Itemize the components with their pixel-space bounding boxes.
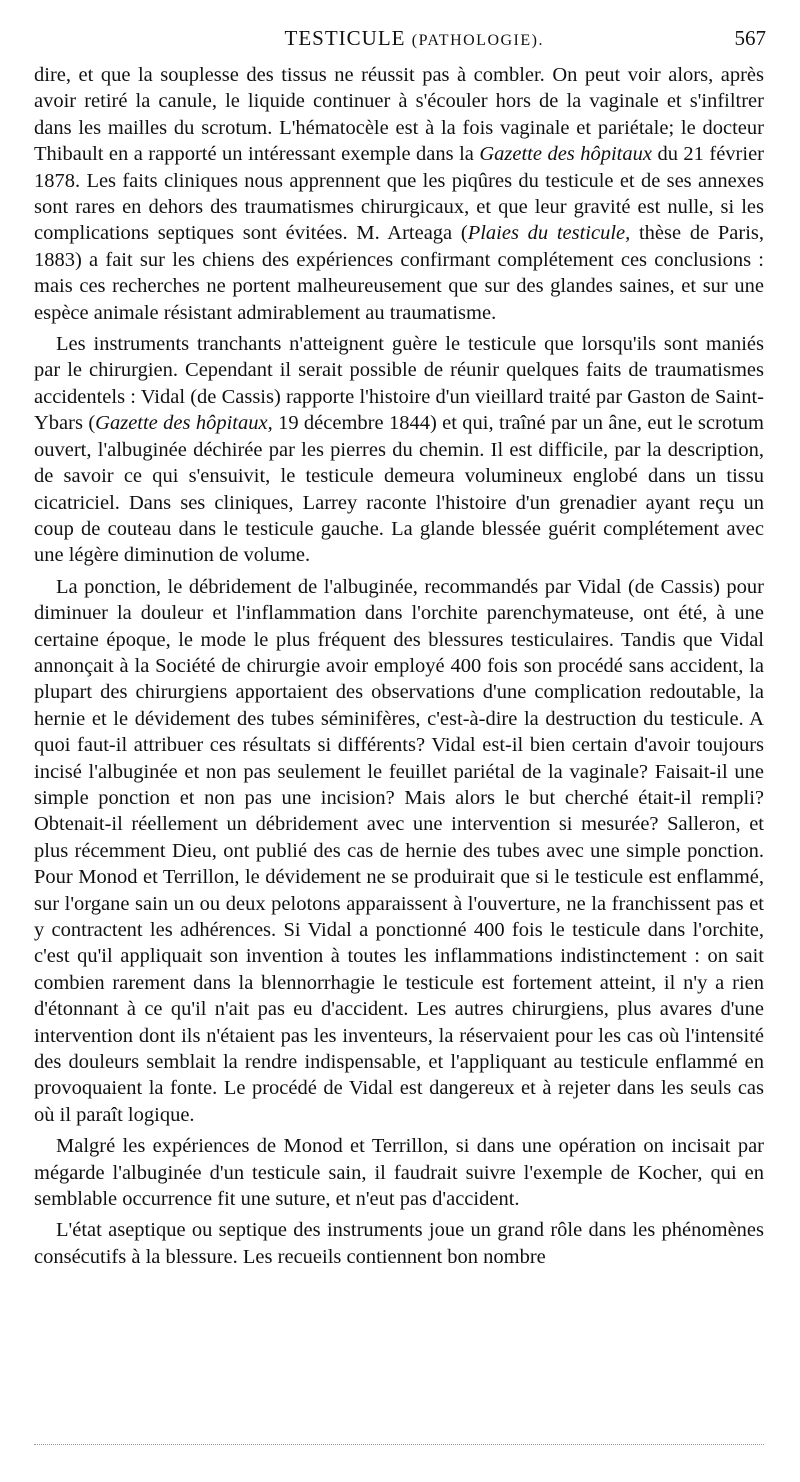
paragraph — [34, 574, 764, 1129]
text-run: dire, et que la souplesse des tissus ne réussit pas à combler. On peut voir alors, après avoir retiré la canule, le liquide continuer à s'écouler hors de la vaginale et s'infiltrer dans les mailles du scrotum. L'hématocèle est à la fois vaginale et pariétale; le docteur Thibault en a rapporté un intéressant exemple dans la — [34, 64, 764, 166]
running-title — [285, 26, 544, 51]
text-run: Malgré les expériences de Monod et Terrillon, si dans une opération on incisait par mégarde l'albuginée d'un testicule sain, il faudrait suivre l'exemple de Kocher, qui en semblable occurrence fit une suture, et n'eut pas d'accident. — [34, 1135, 764, 1211]
text-run: 19 décembre 1844) et qui, traîné par un âne, eut le scrotum ouvert, l'albuginée déchirée par les pierres du chemin. Il est difficile, par la description, de savoir ce qui s'ensuivit, le testicule demeura volumineux englobé dans un tissu cicatriciel. Dans ses cliniques, Larrey raconte l'histoire d'un grenadier ayant reçu un coup de couteau dans le testicule gauche. La glande blessée guérit complétement avec une légère diminution de volume. — [34, 412, 764, 567]
text-run: thèse de Paris, 1883) a fait sur les chiens des expériences confirmant complétement ces conclusions : mais ces recherches ne portent malheureusement que sur des glandes saines, et sur une espèce animale résistant admirablement au traumatisme. — [34, 222, 764, 324]
text-run: du 21 février 1878. Les faits cliniques nous apprennent que les piqûres du testicule et de ses annexes sont rares en dehors des traumatismes chirurgicaux, et que leur gravité est nulle, si les complications septiques sont évitées. M. Arteaga ( — [34, 143, 764, 245]
text-run: La ponction, le débridement de l'albuginée, recommandés par Vidal (de Cassis) pour diminuer la douleur et l'inflammation dans l'orchite parenchymateuse, ont été, à une certaine époque, le mode le plus fréquent des blessures testiculaires. Tandis que Vidal annonçait à la Société de chirurgie avoir employé 400 fois son procédé sans accident, la plupart des chirurgiens apportaient des observations d'une complication redoutable, la hernie et le dévidement des tubes séminifères, c'est-à-dire la destruction du testicule. A quoi faut-il attribuer ces résultats si différents? Vidal est-il bien certain d'avoir toujours incisé l'albuginée et non pas seulement le feuillet pariétal de la vaginale? Faisait-il une simple ponction et non pas une incision? Mais alors le but cherché était-il rempli? Obtenait-il réellement un débridement avec une intervention si mesurée? Salleron, et plus récemment Dieu, ont publié des cas de hernie des tubes avec une simple ponction. Pour Monod et Terrillon, le dévidement ne se produirait que si le testicule est enflammé, sur l'organe sain un ou deux pelotons apparaissent à l'ouverture, ne la franchissent pas et y contractent les adhérences. Si Vidal a ponctionné 400 fois le testicule dans l'orchite, c'est qu'il appliquait son invention à toutes les inflammations indistinctement : on sait combien rarement dans la blennorrhagie le testicule est fortement atteint, il n'y a rien d'étonnant à ce qu'il n'ait pas eu d'accident. Les autres chirurgiens, plus avares d'une intervention dont ils n'étaient pas les inventeurs, la réservaient pour les cas où l'intensité des douleurs semblait la rendre indispensable, et l'appliquant au testicule enflammé en provoquaient la fonte. Le procédé de Vidal est dangereux et à rejeter dans les seuls cas où il paraît logique. — [34, 575, 764, 1126]
footer-rule — [34, 1444, 764, 1445]
text-run: Les instruments tranchants n'atteignent guère le testicule que lorsqu'ils sont maniés par le chirurgien. Cependant il serait possible de réunir quelques faits de traumatismes accidentels : Vidal (de Cassis) rapporte l'histoire d'un vieillard traité par Gaston de Saint-Ybars ( — [34, 333, 764, 435]
paragraph — [34, 1133, 764, 1212]
italic-citation: Gazette des hôpitaux, — [95, 412, 273, 435]
italic-citation: Gazette des hôpitaux — [479, 143, 652, 166]
paragraph — [34, 62, 764, 326]
italic-citation: Plaies du testicule, — [467, 222, 631, 245]
body-text — [34, 62, 764, 1275]
running-header — [34, 26, 766, 58]
text-run: L'état aseptique ou septique des instruments joue un grand rôle dans les phénomènes consécutifs à la blessure. Les recueils contiennent bon nombre — [34, 1219, 764, 1268]
page-number: 567 — [734, 26, 766, 50]
running-title-subtitle: (PATHOLOGIE). — [411, 32, 544, 49]
running-title-main: TESTICULE — [284, 26, 406, 50]
paragraph — [34, 331, 764, 569]
paragraph — [34, 1217, 764, 1270]
